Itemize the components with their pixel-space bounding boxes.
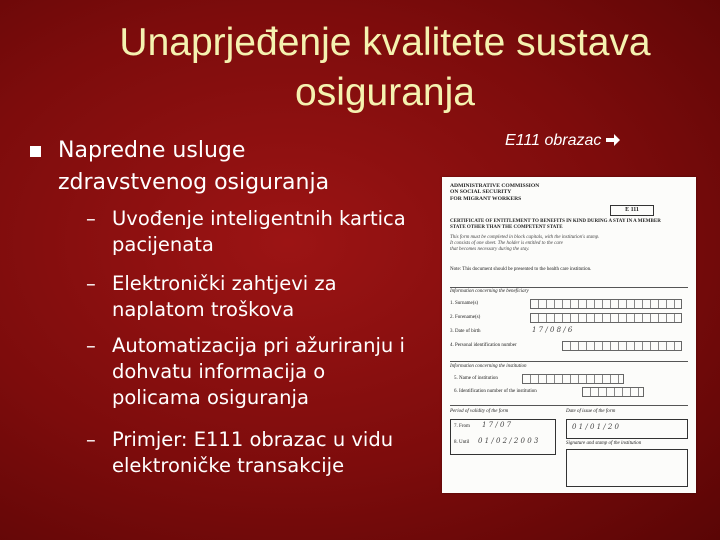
sub-bullet-2-line-1: Elektronički zahtjevi za: [112, 272, 337, 295]
surname-cells: [530, 299, 682, 309]
form-header-line: FOR MIGRANT WORKERS: [450, 195, 522, 202]
row-pin: 4. Personal identification number: [450, 343, 517, 348]
divider: [450, 405, 688, 406]
sub-bullet-3-line-3: policama osiguranja: [112, 386, 309, 409]
sub-bullet-3-line-1: Automatizacija pri ažuriranju i: [112, 334, 405, 357]
from-value: 1 7 / 0 7: [482, 421, 512, 429]
e111-caption: [505, 132, 621, 150]
institution-id-cells: [582, 387, 644, 397]
bullet-square-icon: [30, 146, 41, 157]
form-title-line: CERTIFICATE OF ENTITLEMENT TO BENEFITS IN KIND DURING A STAY IN A MEMBER: [450, 219, 661, 224]
row-forename: 2. Forename(s): [450, 315, 481, 320]
form-intro-line: This form must be completed in block capitals, with the institution's stamp.: [450, 235, 600, 240]
section-institution: Information concerning the institution: [450, 364, 527, 369]
from-label: 7. From: [454, 424, 470, 429]
sub-bullet-2: [86, 271, 406, 323]
title-line-2: osiguranja: [295, 71, 475, 114]
caption-text: E111 obrazac: [505, 132, 602, 149]
pin-cells: [562, 341, 682, 351]
sub-bullet-1: [86, 206, 406, 258]
form-header-line: ON SOCIAL SECURITY: [450, 189, 512, 196]
forename-cells: [530, 313, 682, 323]
issue-value: 0 1 / 0 1 / 2 0: [572, 423, 620, 431]
main-bullet-line-2: zdravstvenog osiguranja: [58, 170, 330, 195]
sub-bullet-4: [86, 427, 406, 479]
dash-marker: –: [86, 207, 96, 230]
form-header: [450, 183, 539, 202]
until-value: 0 1 / 0 2 / 2 0 0 3: [478, 437, 539, 445]
title-line-1: Unaprjeđenje kvalitete sustava: [119, 21, 651, 64]
period-validity-label: Period of validity of the form: [450, 409, 509, 414]
form-title-line: STATE OTHER THAN THE COMPETENT STATE: [450, 225, 563, 230]
dash-marker: –: [86, 272, 96, 295]
form-intro-line: that becomes necessary during the stay.: [450, 247, 530, 252]
form-intro: [450, 235, 600, 253]
signature-label: Signature and stamp of the institution: [566, 441, 642, 446]
sub-bullet-3: [86, 333, 406, 411]
arrow-right-icon: [605, 133, 621, 147]
form-header-line: ADMINISTRATIVE COMMISSION: [450, 183, 540, 189]
form-note: Note: This document should be presented to the health care institution.: [450, 267, 592, 272]
main-bullet-line-1: Napredne usluge: [58, 138, 246, 163]
dash-marker: –: [86, 428, 96, 451]
form-intro-line: It consists of one sheet. The holder is entitled to the care: [450, 241, 563, 246]
sub-bullet-1-line-2: pacijenata: [112, 233, 214, 256]
divider: [450, 361, 688, 362]
e111-form-image: [442, 177, 696, 493]
dash-marker: –: [86, 334, 96, 357]
row-dob: 3. Date of birth: [450, 329, 481, 334]
form-title: [450, 219, 661, 231]
sub-bullet-2-line-2: naplatom troškova: [112, 298, 295, 321]
institution-cells: [522, 374, 624, 384]
main-bullet: [58, 135, 388, 199]
sub-bullet-1-line-1: Uvođenje inteligentnih kartica: [112, 207, 406, 230]
sub-bullet-4-line-2: elektroničke transakcije: [112, 454, 345, 477]
row-surname: 1. Surname(s): [450, 301, 479, 306]
row-institution-name: 5. Name of institution: [454, 376, 498, 381]
form-code: E 111: [610, 205, 654, 216]
row-institution-id: 6. Identification number of the institution: [454, 389, 537, 394]
slide-title: [40, 18, 720, 118]
until-label: 8. Until: [454, 440, 470, 445]
section-beneficiary: Information concerning the beneficiary: [450, 289, 529, 294]
sub-bullet-3-line-2: dohvatu informacija o: [112, 360, 326, 383]
signature-box: [566, 449, 688, 487]
dob-value: 1 7 / 0 8 / 6: [532, 326, 573, 334]
date-issue-label: Date of issue of the form: [566, 409, 616, 414]
sub-bullet-4-line-1: Primjer: E111 obrazac u vidu: [112, 428, 394, 451]
divider: [450, 287, 688, 288]
